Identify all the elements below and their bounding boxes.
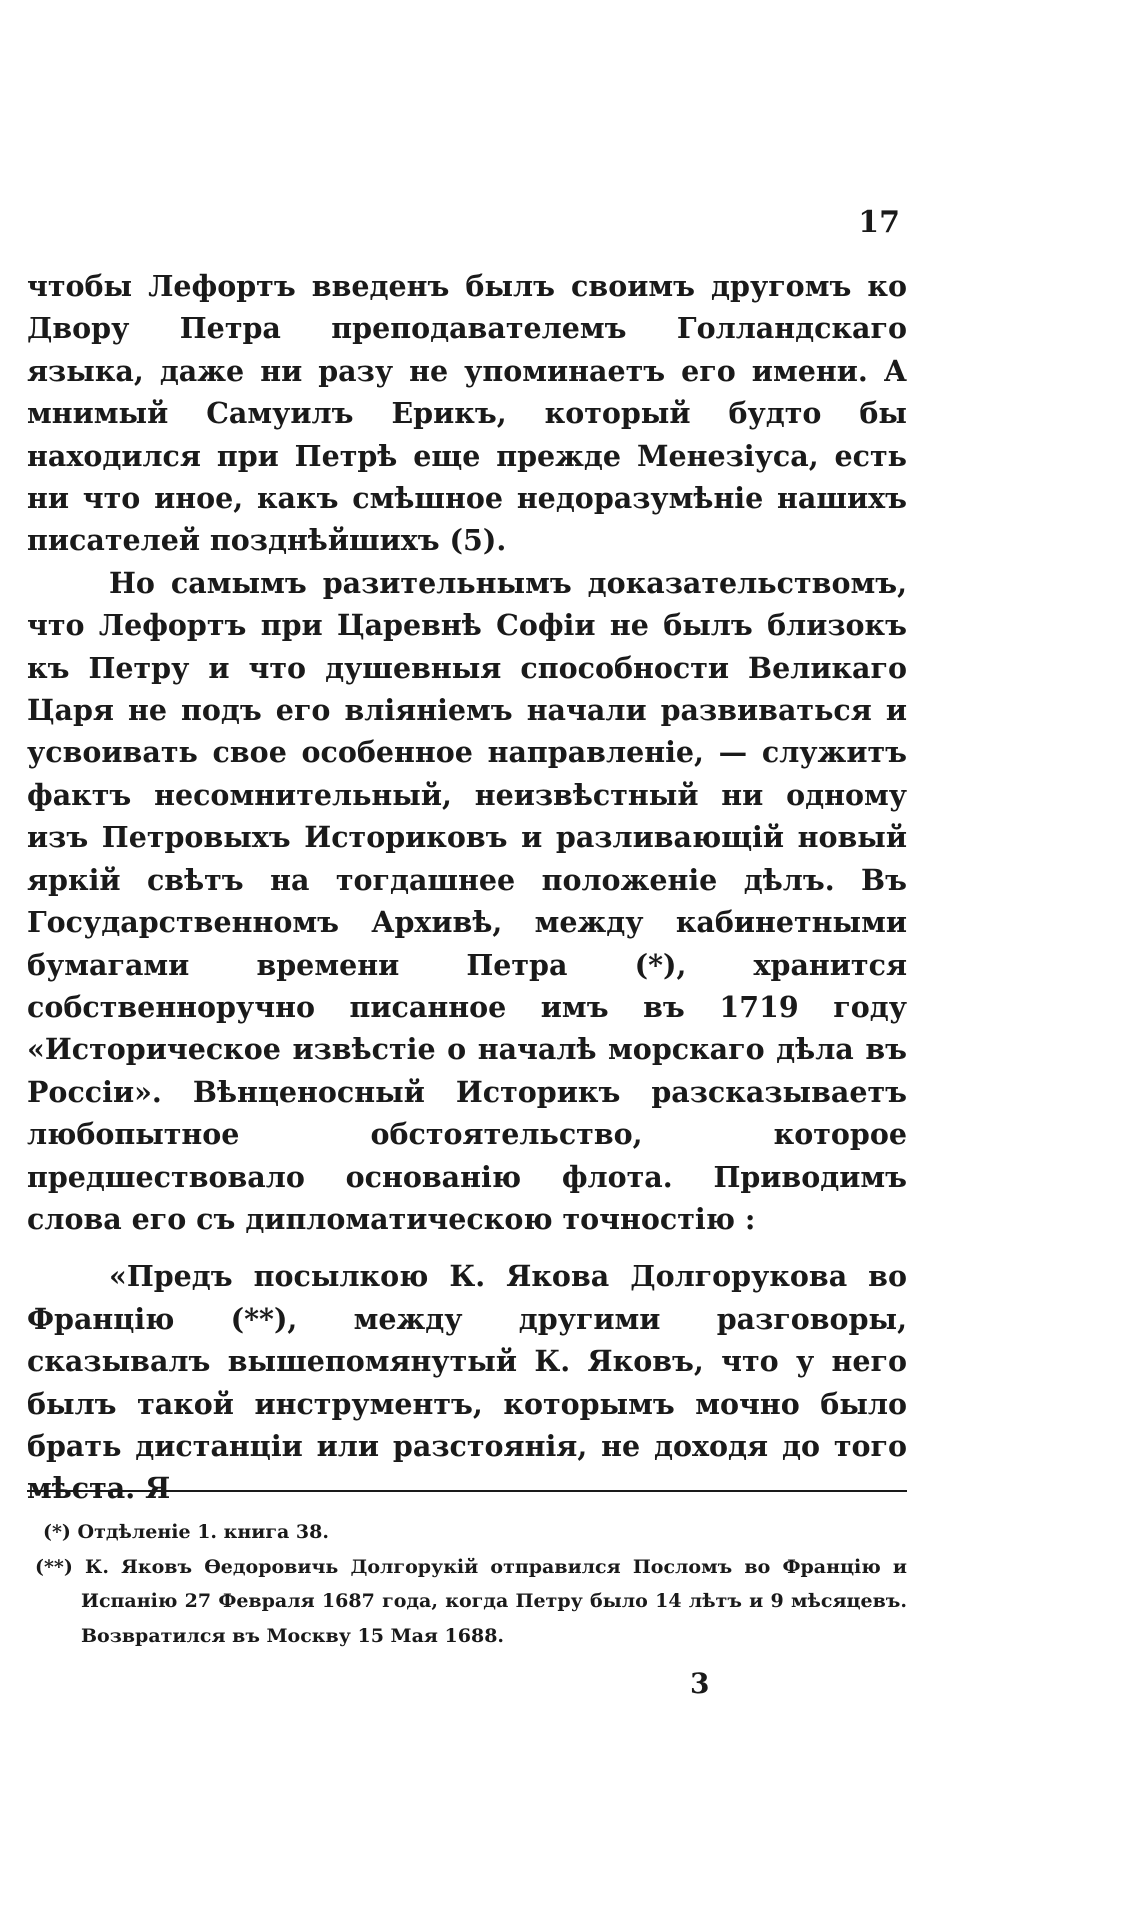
page-number: 17: [858, 205, 900, 240]
footnote-1: (*) Отдѣленіе 1. книга 38.: [43, 1521, 329, 1543]
paragraph-3-quote: «Предъ посылкою К. Якова Долгорукова во Францію (**), между другими разговоры, сказывалъ вышепомянутый К. Яковъ, что у него былъ такой инструментъ, которымъ мочно было брать дистанціи или разстоянія, не доходя до того мѣста. Я: [27, 1259, 907, 1506]
paragraph-1: чтобы Лефортъ введенъ былъ своимъ другомъ ко Двору Петра преподавателемъ Голландскаго языка, даже ни разу не упоминаетъ его имени. А мнимый Самуилъ Ерикъ, который будто бы находился при Петрѣ еще прежде Менезіуса, есть ни что иное, какъ смѣшное недоразумѣніе нашихъ писателей позднѣйшихъ (5).: [27, 269, 907, 558]
body-text: [27, 265, 907, 1510]
paragraph-2: Но самымъ разительнымъ доказательствомъ, что Лефортъ при Царевнѣ Софіи не былъ близокъ къ Петру и что душевныя способности Великаго Царя не подъ его вліяніемъ начали развиваться и усвоивать свое особенное направленіе, — служитъ фактъ несомнительный, неизвѣстный ни одному изъ Петровыхъ Историковъ и разливающій новый яркій свѣтъ на тогдашнее положеніе дѣлъ. Въ Государственномъ Архивѣ, между кабинетными бумагами времени Петра (*), хранится собственноручно писанное имъ въ 1719 году «Историческое извѣстіе о началѣ морскаго дѣла въ Россіи». Вѣнценосный Историкъ разсказываетъ любопытное обстоятельство, которое предшествовало основанію флота. Приводимъ слова его съ дипломатическою точностію :: [27, 565, 907, 1236]
signature-mark: 3: [690, 1667, 710, 1700]
footnote-2: (**) К. Яковъ Ѳедоровичь Долгорукій отправился Посломъ во Францію и Испанію 27 Февраля 1687 года, когда Петру было 14 лѣтъ и 9 мѣсяцевъ. Возвратился въ Москву 15 Мая 1688.: [35, 1555, 907, 1647]
footnotes: [27, 1515, 907, 1653]
footnote-divider: [27, 1490, 907, 1492]
